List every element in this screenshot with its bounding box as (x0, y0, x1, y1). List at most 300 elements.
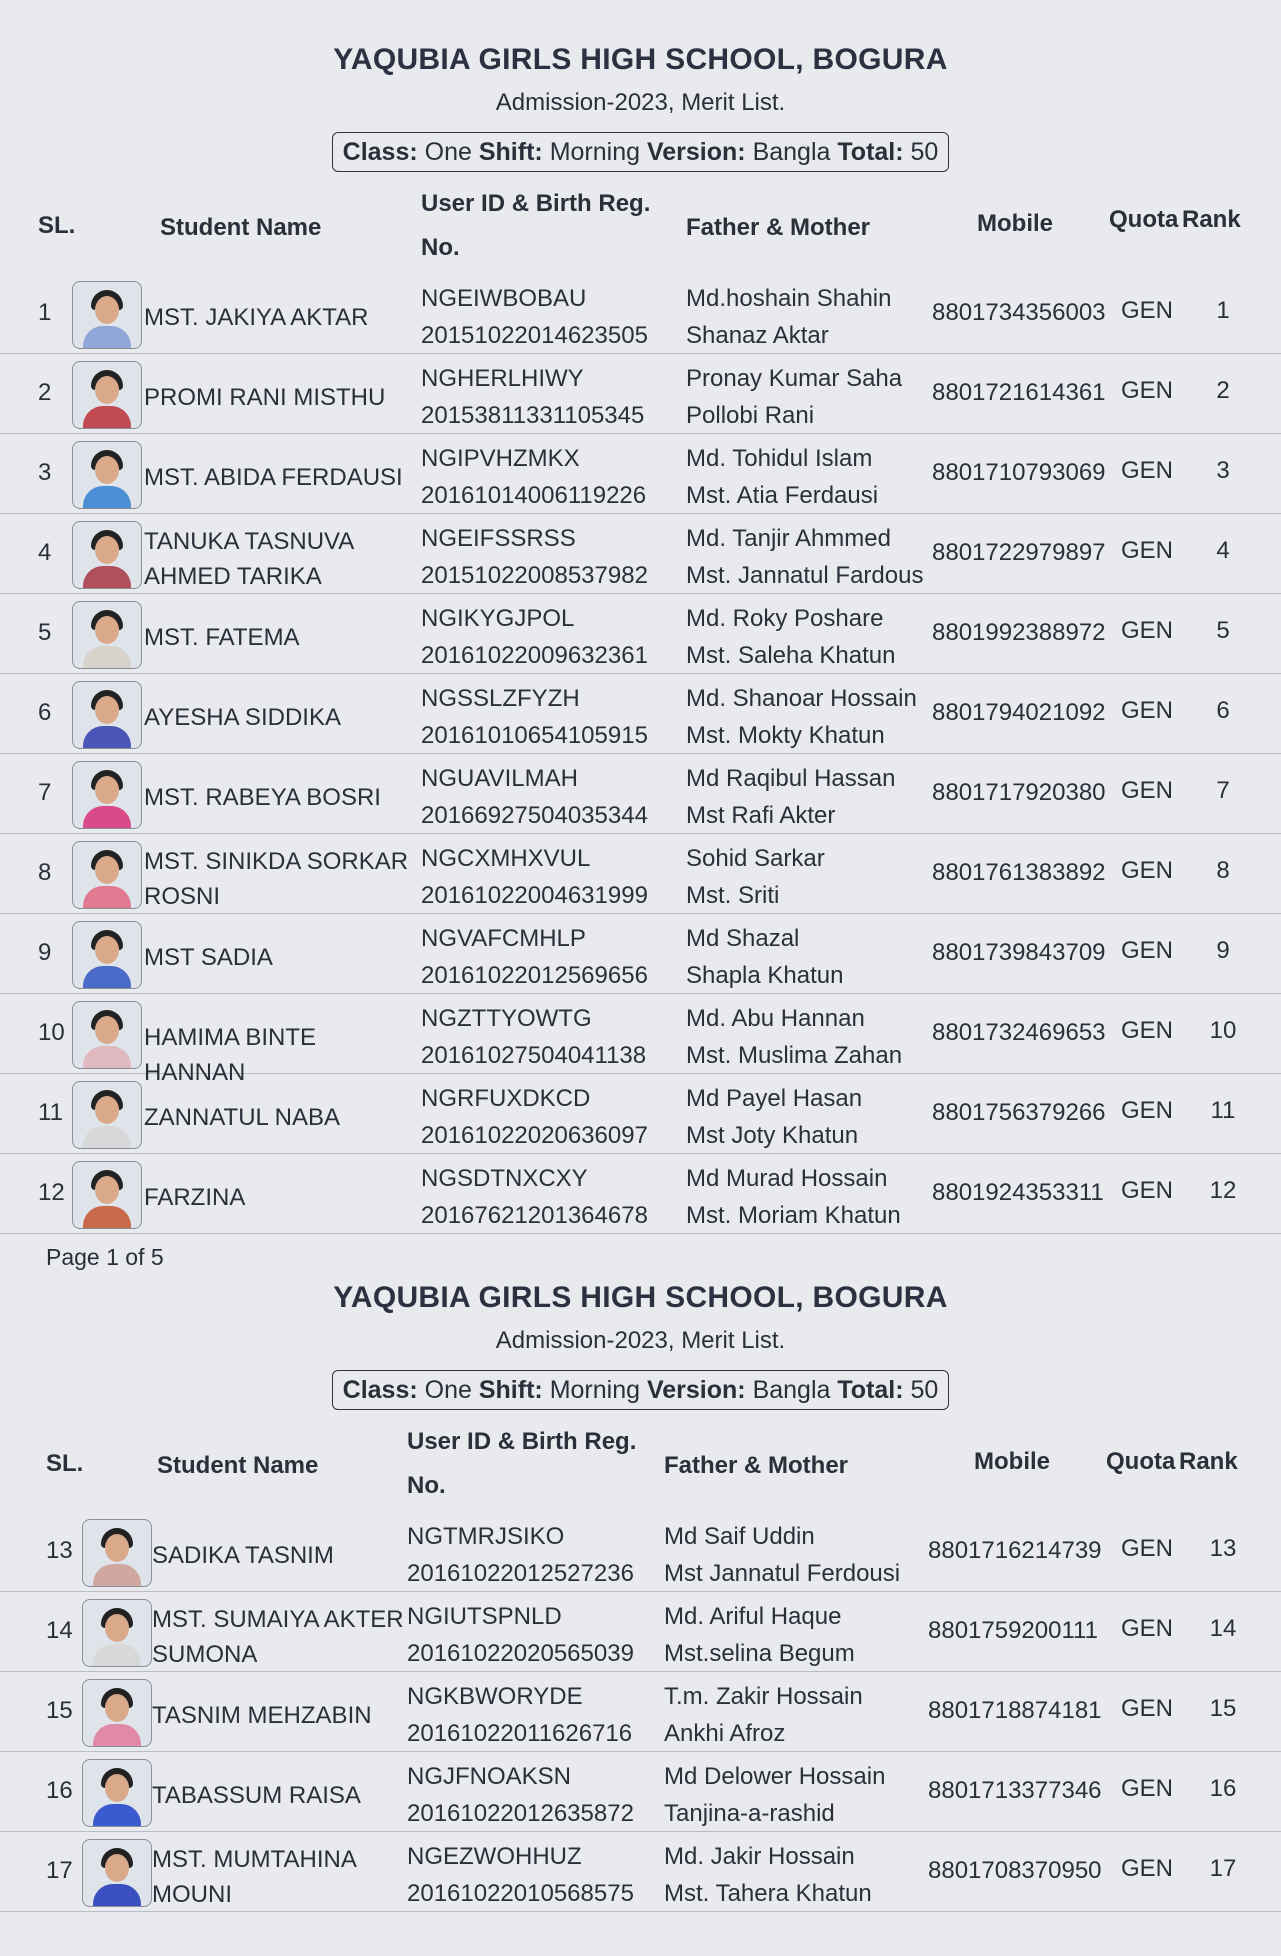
mother-name: Mst. Tahera Khatun (664, 1880, 872, 1907)
class-label: Class: (342, 138, 418, 166)
shift-label: Shift: (478, 138, 543, 166)
col-sl: SL. (38, 212, 76, 239)
user-id: NGIPVHZMKX (421, 445, 580, 472)
rank: 13 (1209, 1535, 1237, 1562)
father-name: Md. Jakir Hossain (664, 1843, 855, 1870)
father-mother (686, 680, 917, 754)
user-id-birth-reg (407, 1838, 634, 1912)
serial-number: 1 (38, 299, 52, 326)
mother-name: Tanjina-a-rashid (664, 1800, 835, 1827)
rank: 12 (1209, 1177, 1237, 1204)
student-name: SADIKA TASNIM (152, 1542, 334, 1569)
rank: 2 (1216, 377, 1230, 404)
birth-reg-no: 20161022012635872 (407, 1800, 634, 1827)
father-mother (686, 600, 895, 674)
photo-face (95, 1176, 119, 1204)
user-id: NGHERLHIWY (421, 365, 584, 392)
mobile-number: 8801794021092 (932, 699, 1106, 726)
mother-name: Pollobi Rani (686, 402, 815, 429)
quota: GEN (1121, 777, 1174, 804)
table-row (0, 674, 1281, 754)
photo-clothing (83, 1126, 131, 1149)
col-student-name: Student Name (160, 214, 322, 241)
photo-clothing (93, 1884, 141, 1907)
school-title: YAQUBIA GIRLS HIGH SCHOOL, BOGURA (333, 1281, 948, 1314)
photo-face (95, 296, 119, 324)
mother-name: Shanaz Aktar (686, 322, 829, 349)
photo-clothing (83, 646, 131, 669)
student-name: TASNIM MEHZABIN (152, 1702, 372, 1729)
student-photo (82, 1839, 152, 1907)
photo-face (105, 1774, 129, 1802)
father-mother (664, 1678, 863, 1752)
table-row (0, 834, 1281, 914)
mobile-number: 8801761383892 (932, 859, 1106, 886)
father-mother (686, 1160, 901, 1234)
photo-clothing (93, 1804, 141, 1827)
user-id: NGJFNOAKSN (407, 1763, 572, 1790)
birth-reg-no: 20161010654105915 (421, 722, 648, 749)
user-id-birth-reg (421, 840, 648, 914)
birth-reg-no: 20153811331105345 (421, 402, 645, 429)
quota: GEN (1121, 1017, 1174, 1044)
serial-number: 6 (38, 699, 52, 726)
rank: 10 (1209, 1017, 1237, 1044)
rank: 6 (1216, 697, 1230, 724)
rank: 5 (1216, 617, 1230, 644)
mother-name: Mst. Sriti (686, 882, 780, 909)
student-table (0, 274, 1281, 1234)
birth-reg-no: 20161027504041138 (421, 1042, 647, 1069)
serial-number: 9 (38, 939, 52, 966)
father-mother (664, 1758, 885, 1832)
birth-reg-no: 20167621201364678 (421, 1202, 648, 1229)
version-value: Bangla (752, 1376, 831, 1404)
quota: GEN (1121, 1177, 1174, 1204)
serial-number: 17 (46, 1857, 73, 1884)
version-value: Bangla (752, 138, 831, 166)
serial-number: 2 (38, 379, 52, 406)
user-id: NGEZWOHHUZ (407, 1843, 582, 1870)
quota: GEN (1121, 617, 1174, 644)
photo-face (95, 936, 119, 964)
father-mother (686, 840, 825, 914)
school-title: YAQUBIA GIRLS HIGH SCHOOL, BOGURA (333, 43, 948, 76)
photo-face (105, 1534, 129, 1562)
student-photo (72, 1001, 142, 1069)
quota: GEN (1121, 937, 1174, 964)
mother-name: Mst. Mokty Khatun (686, 722, 885, 749)
student-name: MST. JAKIYA AKTAR (144, 304, 369, 331)
mother-name: Mst. Muslima Zahan (686, 1042, 903, 1069)
shift-value: Morning (549, 1376, 641, 1404)
table-row (0, 1592, 1281, 1672)
student-name: HAMIMA BINTE HANNAN (144, 1024, 317, 1086)
mother-name: Shapla Khatun (686, 962, 844, 989)
quota: GEN (1121, 1097, 1174, 1124)
table-row (0, 514, 1281, 594)
col-student-name: Student Name (157, 1452, 319, 1479)
col-rank: Rank (1182, 206, 1241, 233)
father-name: Md. Abu Hannan (686, 1005, 865, 1032)
birth-reg-no: 20161022012569656 (421, 962, 648, 989)
quota: GEN (1121, 297, 1174, 324)
father-mother (686, 1000, 902, 1074)
father-name: Md Saif Uddin (664, 1523, 815, 1550)
rank: 7 (1216, 777, 1230, 804)
father-name: T.m. Zakir Hossain (664, 1683, 863, 1710)
quota: GEN (1121, 1615, 1174, 1642)
mother-name: Ankhi Afroz (664, 1720, 786, 1747)
table-row (0, 1752, 1281, 1832)
student-name: MST. MUMTAHINA MOUNI (152, 1846, 356, 1908)
user-id-birth-reg (407, 1758, 634, 1832)
student-photo (72, 681, 142, 749)
birth-reg-no: 20161014006119226 (421, 482, 647, 509)
table-row (0, 1512, 1281, 1592)
user-id-birth-reg (421, 280, 648, 354)
student-photo (72, 281, 142, 349)
student-photo (72, 601, 142, 669)
col-user-id-line2: No. (421, 234, 460, 261)
student-photo (72, 441, 142, 509)
father-mother (686, 360, 902, 434)
user-id-birth-reg (421, 760, 648, 834)
class-value: One (424, 138, 472, 166)
serial-number: 4 (38, 539, 52, 566)
father-mother (664, 1598, 855, 1672)
mobile-number: 8801716214739 (928, 1537, 1102, 1564)
quota: GEN (1121, 697, 1174, 724)
rank: 17 (1209, 1855, 1237, 1882)
photo-face (105, 1694, 129, 1722)
mobile-number: 8801756379266 (932, 1099, 1106, 1126)
class-info-box (332, 1370, 950, 1410)
student-name: TANUKA TASNUVA AHMED TARIKA (144, 528, 353, 590)
photo-face (95, 856, 119, 884)
serial-number: 10 (38, 1019, 65, 1046)
photo-clothing (83, 886, 131, 909)
serial-number: 3 (38, 459, 52, 486)
table-row (0, 1832, 1281, 1912)
photo-clothing (83, 1206, 131, 1229)
col-rank: Rank (1179, 1448, 1238, 1475)
father-mother (686, 760, 895, 834)
rank: 9 (1216, 937, 1230, 964)
col-user-id: User ID & Birth Reg. (407, 1428, 637, 1455)
father-name: Md. Roky Poshare (686, 605, 884, 632)
rank: 3 (1216, 457, 1230, 484)
mobile-number: 8801721614361 (932, 379, 1106, 406)
user-id-birth-reg (407, 1598, 634, 1672)
mother-name: Mst Joty Khatun (686, 1122, 859, 1149)
rank: 8 (1216, 857, 1230, 884)
mobile-number: 8801713377346 (928, 1777, 1102, 1804)
father-mother (686, 920, 843, 994)
photo-clothing (83, 326, 131, 349)
student-name: MST. RABEYA BOSRI (144, 784, 381, 811)
photo-face (95, 1016, 119, 1044)
quota: GEN (1121, 1855, 1174, 1882)
mobile-number: 8801739843709 (932, 939, 1106, 966)
mother-name: Mst. Saleha Khatun (686, 642, 896, 669)
user-id-birth-reg (421, 920, 648, 994)
table-row (0, 354, 1281, 434)
mobile-number: 8801992388972 (932, 619, 1106, 646)
user-id-birth-reg (421, 440, 646, 514)
serial-number: 14 (46, 1617, 73, 1644)
photo-clothing (83, 566, 131, 589)
quota: GEN (1121, 457, 1174, 484)
birth-reg-no: 20166927504035344 (421, 802, 648, 829)
student-name: AYESHA SIDDIKA (144, 704, 341, 731)
birth-reg-no: 20161022020636097 (421, 1122, 648, 1149)
col-parents: Father & Mother (686, 214, 871, 241)
student-photo (72, 361, 142, 429)
mobile-number: 8801722979897 (932, 539, 1106, 566)
photo-clothing (83, 406, 131, 429)
birth-reg-no: 20161022009632361 (421, 642, 648, 669)
mother-name: Mst Rafi Akter (686, 802, 836, 829)
photo-clothing (83, 1046, 131, 1069)
serial-number: 16 (46, 1777, 73, 1804)
mobile-number: 8801734356003 (932, 299, 1106, 326)
student-photo (82, 1599, 152, 1667)
mother-name: Mst. Moriam Khatun (686, 1202, 901, 1229)
rank: 1 (1216, 297, 1230, 324)
col-mobile: Mobile (977, 210, 1053, 237)
user-id: NGKBWORYDE (407, 1683, 583, 1710)
photo-face (95, 456, 119, 484)
student-table (0, 1512, 1281, 1912)
quota: GEN (1121, 537, 1174, 564)
table-row (0, 914, 1281, 994)
father-mother (664, 1518, 900, 1592)
student-photo (72, 1081, 142, 1149)
table-row (0, 274, 1281, 354)
student-name: PROMI RANI MISTHU (144, 384, 386, 411)
birth-reg-no: 20161022011626716 (407, 1720, 633, 1747)
quota: GEN (1121, 1535, 1174, 1562)
rank: 14 (1209, 1615, 1237, 1642)
table-row (0, 994, 1281, 1086)
user-id: NGEIFSSRSS (421, 525, 576, 552)
col-quota: Quota (1106, 1448, 1176, 1475)
father-mother (686, 280, 891, 354)
user-id-birth-reg (421, 1000, 646, 1074)
merit-list-page-2 (0, 1278, 1281, 1912)
photo-clothing (93, 1724, 141, 1747)
shift-label: Shift: (478, 1376, 543, 1404)
mother-name: Mst.selina Begum (664, 1640, 855, 1667)
father-name: Md. Tohidul Islam (686, 445, 873, 472)
user-id-birth-reg (421, 360, 644, 434)
version-label: Version: (646, 1376, 746, 1404)
photo-clothing (93, 1644, 141, 1667)
table-row (0, 754, 1281, 834)
class-info-box (332, 132, 950, 172)
father-name: Md. Tanjir Ahmmed (686, 525, 891, 552)
merit-list-page-1 (0, 40, 1281, 1271)
photo-clothing (83, 726, 131, 749)
col-user-id-line2: No. (407, 1472, 446, 1499)
class-label: Class: (342, 1376, 418, 1404)
table-header (0, 1420, 1281, 1512)
col-user-id: User ID & Birth Reg. (421, 190, 651, 217)
student-name: FARZINA (144, 1184, 246, 1211)
quota: GEN (1121, 857, 1174, 884)
user-id: NGIUTSPNLD (407, 1603, 562, 1630)
student-photo (72, 521, 142, 589)
birth-reg-no: 20161022004631999 (421, 882, 648, 909)
table-row (0, 1672, 1281, 1752)
mobile-number: 8801718874181 (928, 1697, 1102, 1724)
user-id: NGSSLZFYZH (421, 685, 580, 712)
photo-face (95, 776, 119, 804)
user-id-birth-reg (421, 600, 648, 674)
rank: 11 (1210, 1097, 1236, 1124)
shift-value: Morning (549, 138, 641, 166)
table-row (0, 1074, 1281, 1154)
serial-number: 12 (38, 1179, 65, 1206)
photo-face (105, 1854, 129, 1882)
serial-number: 11 (38, 1099, 63, 1126)
page-footer: Page 1 of 5 (46, 1244, 164, 1270)
birth-reg-no: 20161022012527236 (407, 1560, 634, 1587)
mother-name: Mst. Atia Ferdausi (686, 482, 879, 509)
table-header (0, 182, 1281, 274)
birth-reg-no: 20161022020565039 (407, 1640, 634, 1667)
mobile-number: 8801708370950 (928, 1857, 1102, 1884)
father-name: Md. Ariful Haque (664, 1603, 842, 1630)
user-id-birth-reg (421, 680, 648, 754)
birth-reg-no: 20161022010568575 (407, 1880, 634, 1907)
quota: GEN (1121, 1775, 1174, 1802)
father-mother (686, 440, 878, 514)
father-name: Md.hoshain Shahin (686, 285, 892, 312)
mobile-number: 8801924353311 (932, 1179, 1104, 1206)
col-quota: Quota (1109, 206, 1179, 233)
user-id: NGRFUXDKCD (421, 1085, 591, 1112)
photo-face (95, 616, 119, 644)
student-photo (72, 761, 142, 829)
user-id: NGVAFCMHLP (421, 925, 586, 952)
mobile-number: 8801717920380 (932, 779, 1106, 806)
user-id: NGEIWBOBAU (421, 285, 587, 312)
serial-number: 5 (38, 619, 52, 646)
student-name: MST. FATEMA (144, 624, 300, 651)
user-id-birth-reg (421, 1160, 648, 1234)
father-mother (686, 1080, 862, 1154)
user-id-birth-reg (421, 1080, 648, 1154)
serial-number: 13 (46, 1537, 73, 1564)
admission-line: Admission-2023, Merit List. (495, 1327, 786, 1354)
father-name: Pronay Kumar Saha (686, 365, 903, 392)
mother-name: Mst. Jannatul Fardous (686, 562, 924, 589)
student-photo (72, 1161, 142, 1229)
photo-face (95, 1096, 119, 1124)
photo-clothing (83, 966, 131, 989)
mobile-number: 8801732469653 (932, 1019, 1106, 1046)
student-name: MST. SUMAIYA AKTER SUMONA (152, 1606, 404, 1668)
father-mother (686, 520, 923, 594)
version-label: Version: (646, 138, 746, 166)
father-name: Md Murad Hossain (686, 1165, 888, 1192)
photo-face (95, 376, 119, 404)
student-name: TABASSUM RAISA (152, 1782, 361, 1809)
table-row (0, 594, 1281, 674)
serial-number: 15 (46, 1697, 73, 1724)
student-name: MST. ABIDA FERDAUSI (144, 464, 403, 491)
student-name: MST SADIA (144, 944, 273, 971)
father-name: Md Shazal (686, 925, 800, 952)
student-photo (72, 921, 142, 989)
col-mobile: Mobile (974, 1448, 1050, 1475)
total-label: Total: (837, 138, 904, 166)
user-id: NGTMRJSIKO (407, 1523, 565, 1550)
user-id: NGZTTYOWTG (421, 1005, 592, 1032)
total-label: Total: (837, 1376, 904, 1404)
father-name: Md. Shanoar Hossain (686, 685, 917, 712)
photo-clothing (83, 806, 131, 829)
student-name: MST. SINIKDA SORKAR ROSNI (144, 848, 409, 910)
student-photo (82, 1679, 152, 1747)
student-name: ZANNATUL NABA (144, 1104, 341, 1131)
user-id-birth-reg (421, 520, 648, 594)
student-photo (72, 841, 142, 909)
col-sl: SL. (46, 1450, 84, 1477)
photo-face (95, 536, 119, 564)
rank: 4 (1216, 537, 1230, 564)
admission-line: Admission-2023, Merit List. (495, 89, 786, 116)
birth-reg-no: 20151022014623505 (421, 322, 648, 349)
total-value: 50 (910, 1376, 939, 1404)
mobile-number: 8801759200111 (928, 1617, 1098, 1644)
class-value: One (424, 1376, 472, 1404)
user-id: NGUAVILMAH (421, 765, 578, 792)
table-row (0, 1154, 1281, 1234)
father-name: Md Payel Hasan (686, 1085, 863, 1112)
photo-clothing (83, 486, 131, 509)
photo-face (95, 696, 119, 724)
student-photo (82, 1519, 152, 1587)
table-row (0, 434, 1281, 514)
user-id-birth-reg (407, 1518, 634, 1592)
total-value: 50 (910, 138, 939, 166)
photo-clothing (93, 1564, 141, 1587)
father-name: Md Raqibul Hassan (686, 765, 896, 792)
mobile-number: 8801710793069 (932, 459, 1106, 486)
student-photo (82, 1759, 152, 1827)
rank: 15 (1209, 1695, 1237, 1722)
user-id-birth-reg (407, 1678, 632, 1752)
mother-name: Mst Jannatul Ferdousi (664, 1560, 901, 1587)
rank: 16 (1209, 1775, 1237, 1802)
quota: GEN (1121, 1695, 1174, 1722)
user-id: NGIKYGJPOL (421, 605, 575, 632)
birth-reg-no: 20151022008537982 (421, 562, 648, 589)
quota: GEN (1121, 377, 1174, 404)
serial-number: 7 (38, 779, 52, 806)
user-id: NGCXMHXVUL (421, 845, 591, 872)
father-name: Md Delower Hossain (664, 1763, 886, 1790)
father-name: Sohid Sarkar (686, 845, 825, 872)
photo-face (105, 1614, 129, 1642)
col-parents: Father & Mother (664, 1452, 849, 1479)
serial-number: 8 (38, 859, 52, 886)
father-mother (664, 1838, 872, 1912)
user-id: NGSDTNXCXY (421, 1165, 588, 1192)
